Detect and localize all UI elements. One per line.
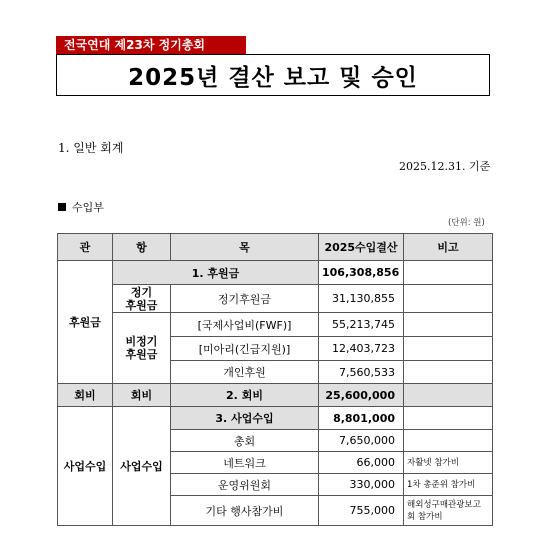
cell-note xyxy=(404,313,493,337)
cell-amount: 7,650,000 xyxy=(319,430,404,452)
table-row xyxy=(58,261,493,285)
cell-amount: 330,000 xyxy=(319,474,404,496)
cell-gwan: 사업수입 xyxy=(58,407,113,526)
subheading-label: 수입부 xyxy=(72,201,104,214)
income-table xyxy=(57,233,493,526)
cell-mok: [미아리(긴급지원)] xyxy=(171,337,319,361)
square-bullet-icon xyxy=(58,203,66,211)
cell-mok: [국제사업비(FWF)] xyxy=(171,313,319,337)
cell-note xyxy=(404,407,493,430)
cell-note xyxy=(404,361,493,384)
cell-amount: 31,130,855 xyxy=(319,285,404,313)
table-row xyxy=(58,313,493,337)
cell-note: 1차 총준위 참가비 xyxy=(404,474,493,496)
cell-note xyxy=(404,285,493,313)
table-header-row xyxy=(58,234,493,261)
cell-mok-total: 3. 사업수입 xyxy=(171,407,319,430)
cell-hang: 회비 xyxy=(113,384,171,407)
section-heading: 1. 일반 회계 xyxy=(58,141,124,155)
col-header-hang: 항 xyxy=(113,234,171,261)
cell-mok: 개인후원 xyxy=(171,361,319,384)
cell-note xyxy=(404,384,493,407)
meeting-tag: 전국연대 제23차 정기총회 xyxy=(56,36,246,55)
cell-note: 해외성구매관광보고회 참가비 xyxy=(404,496,493,526)
subheading xyxy=(58,199,104,215)
cell-mok: 네트워크 xyxy=(171,452,319,474)
cell-note xyxy=(404,261,493,285)
cell-amount: 8,801,000 xyxy=(319,407,404,430)
cell-note xyxy=(404,430,493,452)
cell-hang: 비정기 후원금 xyxy=(113,313,171,384)
cell-amount: 55,213,745 xyxy=(319,313,404,337)
col-header-note: 비고 xyxy=(404,234,493,261)
col-header-amount: 2025수입결산 xyxy=(319,234,404,261)
cell-gwan: 후원금 xyxy=(58,261,113,384)
cell-amount: 106,308,856 xyxy=(319,261,404,285)
cell-mok: 기타 행사참가비 xyxy=(171,496,319,526)
table-row xyxy=(58,407,493,430)
cell-amount: 25,600,000 xyxy=(319,384,404,407)
cell-mok-total: 1. 후원금 xyxy=(113,261,319,285)
table-row xyxy=(58,384,493,407)
col-header-mok: 목 xyxy=(171,234,319,261)
title-box xyxy=(56,54,490,96)
cell-mok: 정기후원금 xyxy=(171,285,319,313)
cell-hang: 사업수입 xyxy=(113,407,171,526)
table-row xyxy=(58,285,493,313)
cell-hang: 정기 후원금 xyxy=(113,285,171,313)
col-header-gwan: 관 xyxy=(58,234,113,261)
cell-mok: 운영위원회 xyxy=(171,474,319,496)
cell-gwan: 회비 xyxy=(58,384,113,407)
cell-note xyxy=(404,337,493,361)
cell-amount: 755,000 xyxy=(319,496,404,526)
cell-note: 자활넷 참가비 xyxy=(404,452,493,474)
cell-amount: 66,000 xyxy=(319,452,404,474)
unit-note: (단위: 원) xyxy=(448,218,485,228)
cell-amount: 12,403,723 xyxy=(319,337,404,361)
cell-mok-total: 2. 회비 xyxy=(171,384,319,407)
document-title: 2025년 결산 보고 및 승인 xyxy=(128,64,418,91)
cell-amount: 7,560,533 xyxy=(319,361,404,384)
cell-mok: 총회 xyxy=(171,430,319,452)
as-of-date: 2025.12.31. 기준 xyxy=(399,160,491,173)
